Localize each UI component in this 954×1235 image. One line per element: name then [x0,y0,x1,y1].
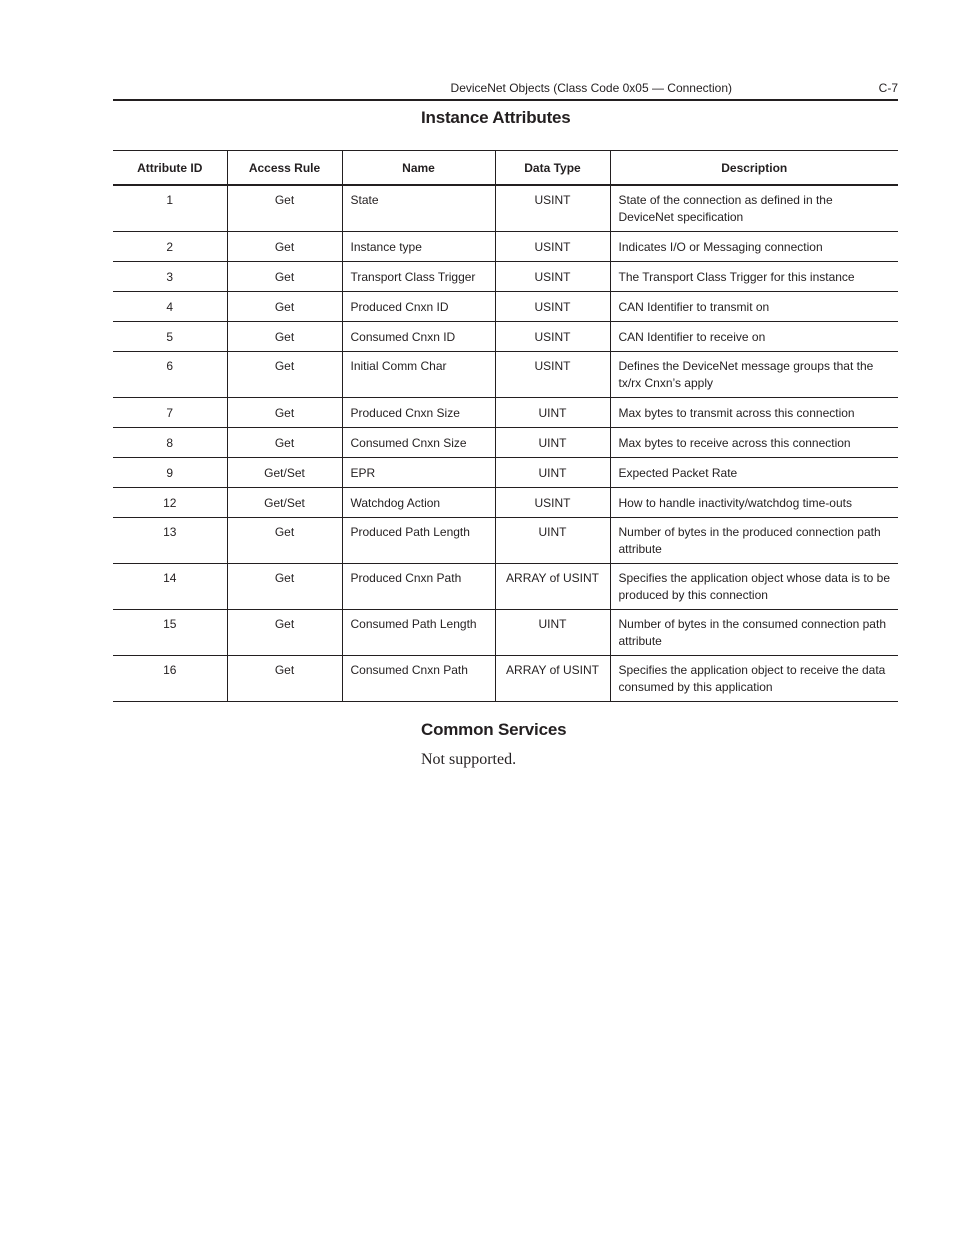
table-row [113,428,898,458]
cell-access-rule: Get [227,428,342,458]
cell-access-rule: Get [227,352,342,398]
cell-access-rule: Get [227,610,342,656]
column-header-name: Name [342,151,495,186]
cell-attribute-id: 4 [113,292,227,322]
cell-name: Produced Cnxn ID [342,292,495,322]
cell-attribute-id: 2 [113,232,227,262]
table-row [113,352,898,398]
cell-name: Consumed Cnxn Size [342,428,495,458]
running-head [113,78,898,101]
cell-data-type: UINT [495,428,610,458]
table-row [113,564,898,610]
cell-name: Produced Cnxn Path [342,564,495,610]
cell-description: CAN Identifier to receive on [610,322,898,352]
common-services-heading: Common Services [421,720,567,739]
table-row [113,458,898,488]
cell-name: Watchdog Action [342,488,495,518]
cell-attribute-id: 8 [113,428,227,458]
cell-data-type: USINT [495,232,610,262]
cell-attribute-id: 9 [113,458,227,488]
cell-name: Instance type [342,232,495,262]
cell-data-type: UINT [495,458,610,488]
instance-attributes-table [113,150,898,702]
cell-name: Transport Class Trigger [342,262,495,292]
cell-data-type: ARRAY of USINT [495,564,610,610]
cell-description: Number of bytes in the produced connection path attribute [610,518,898,564]
cell-description: Expected Packet Rate [610,458,898,488]
cell-attribute-id: 16 [113,656,227,702]
instance-attributes-heading: Instance Attributes [421,108,571,127]
cell-access-rule: Get [227,262,342,292]
cell-description: State of the connection as defined in the DeviceNet specification [610,185,898,232]
cell-access-rule: Get [227,232,342,262]
column-header-attribute-id: Attribute ID [113,151,227,186]
cell-access-rule: Get/Set [227,488,342,518]
cell-access-rule: Get [227,656,342,702]
cell-access-rule: Get [227,322,342,352]
cell-attribute-id: 3 [113,262,227,292]
cell-access-rule: Get/Set [227,458,342,488]
cell-access-rule: Get [227,398,342,428]
table-body [113,185,898,702]
cell-name: State [342,185,495,232]
cell-description: Specifies the application object to receive the data consumed by this application [610,656,898,702]
cell-description: Indicates I/O or Messaging connection [610,232,898,262]
table-row [113,488,898,518]
table-row [113,322,898,352]
cell-attribute-id: 7 [113,398,227,428]
cell-description: Number of bytes in the consumed connection path attribute [610,610,898,656]
table-row [113,518,898,564]
column-header-access-rule: Access Rule [227,151,342,186]
common-services-text: Not supported. [421,751,517,768]
cell-data-type: USINT [495,488,610,518]
cell-data-type: UINT [495,398,610,428]
cell-attribute-id: 14 [113,564,227,610]
cell-name: Consumed Cnxn Path [342,656,495,702]
running-head-title: DeviceNet Objects (Class Code 0x05 — Connection) [450,81,732,95]
cell-name: Initial Comm Char [342,352,495,398]
table-row [113,232,898,262]
cell-data-type: USINT [495,262,610,292]
cell-description: Specifies the application object whose data is to be produced by this connection [610,564,898,610]
column-header-data-type: Data Type [495,151,610,186]
cell-description: Max bytes to transmit across this connection [610,398,898,428]
table-row [113,610,898,656]
cell-attribute-id: 15 [113,610,227,656]
cell-name: Consumed Cnxn ID [342,322,495,352]
cell-data-type: UINT [495,518,610,564]
table-header-row [113,151,898,186]
cell-description: The Transport Class Trigger for this instance [610,262,898,292]
cell-description: CAN Identifier to transmit on [610,292,898,322]
cell-data-type: USINT [495,322,610,352]
cell-data-type: ARRAY of USINT [495,656,610,702]
table-row [113,292,898,322]
cell-attribute-id: 6 [113,352,227,398]
cell-data-type: UINT [495,610,610,656]
cell-name: Produced Cnxn Size [342,398,495,428]
cell-description: How to handle inactivity/watchdog time-outs [610,488,898,518]
cell-name: Produced Path Length [342,518,495,564]
cell-data-type: USINT [495,185,610,232]
cell-description: Max bytes to receive across this connection [610,428,898,458]
cell-access-rule: Get [227,292,342,322]
cell-data-type: USINT [495,352,610,398]
cell-access-rule: Get [227,564,342,610]
cell-attribute-id: 5 [113,322,227,352]
column-header-description: Description [610,151,898,186]
cell-attribute-id: 1 [113,185,227,232]
table-row [113,185,898,232]
page-number: C-7 [878,81,898,95]
cell-attribute-id: 12 [113,488,227,518]
cell-name: Consumed Path Length [342,610,495,656]
cell-description: Defines the DeviceNet message groups that the tx/rx Cnxn’s apply [610,352,898,398]
cell-access-rule: Get [227,518,342,564]
cell-attribute-id: 13 [113,518,227,564]
cell-name: EPR [342,458,495,488]
cell-data-type: USINT [495,292,610,322]
table-row [113,656,898,702]
table-row [113,262,898,292]
table-row [113,398,898,428]
cell-access-rule: Get [227,185,342,232]
